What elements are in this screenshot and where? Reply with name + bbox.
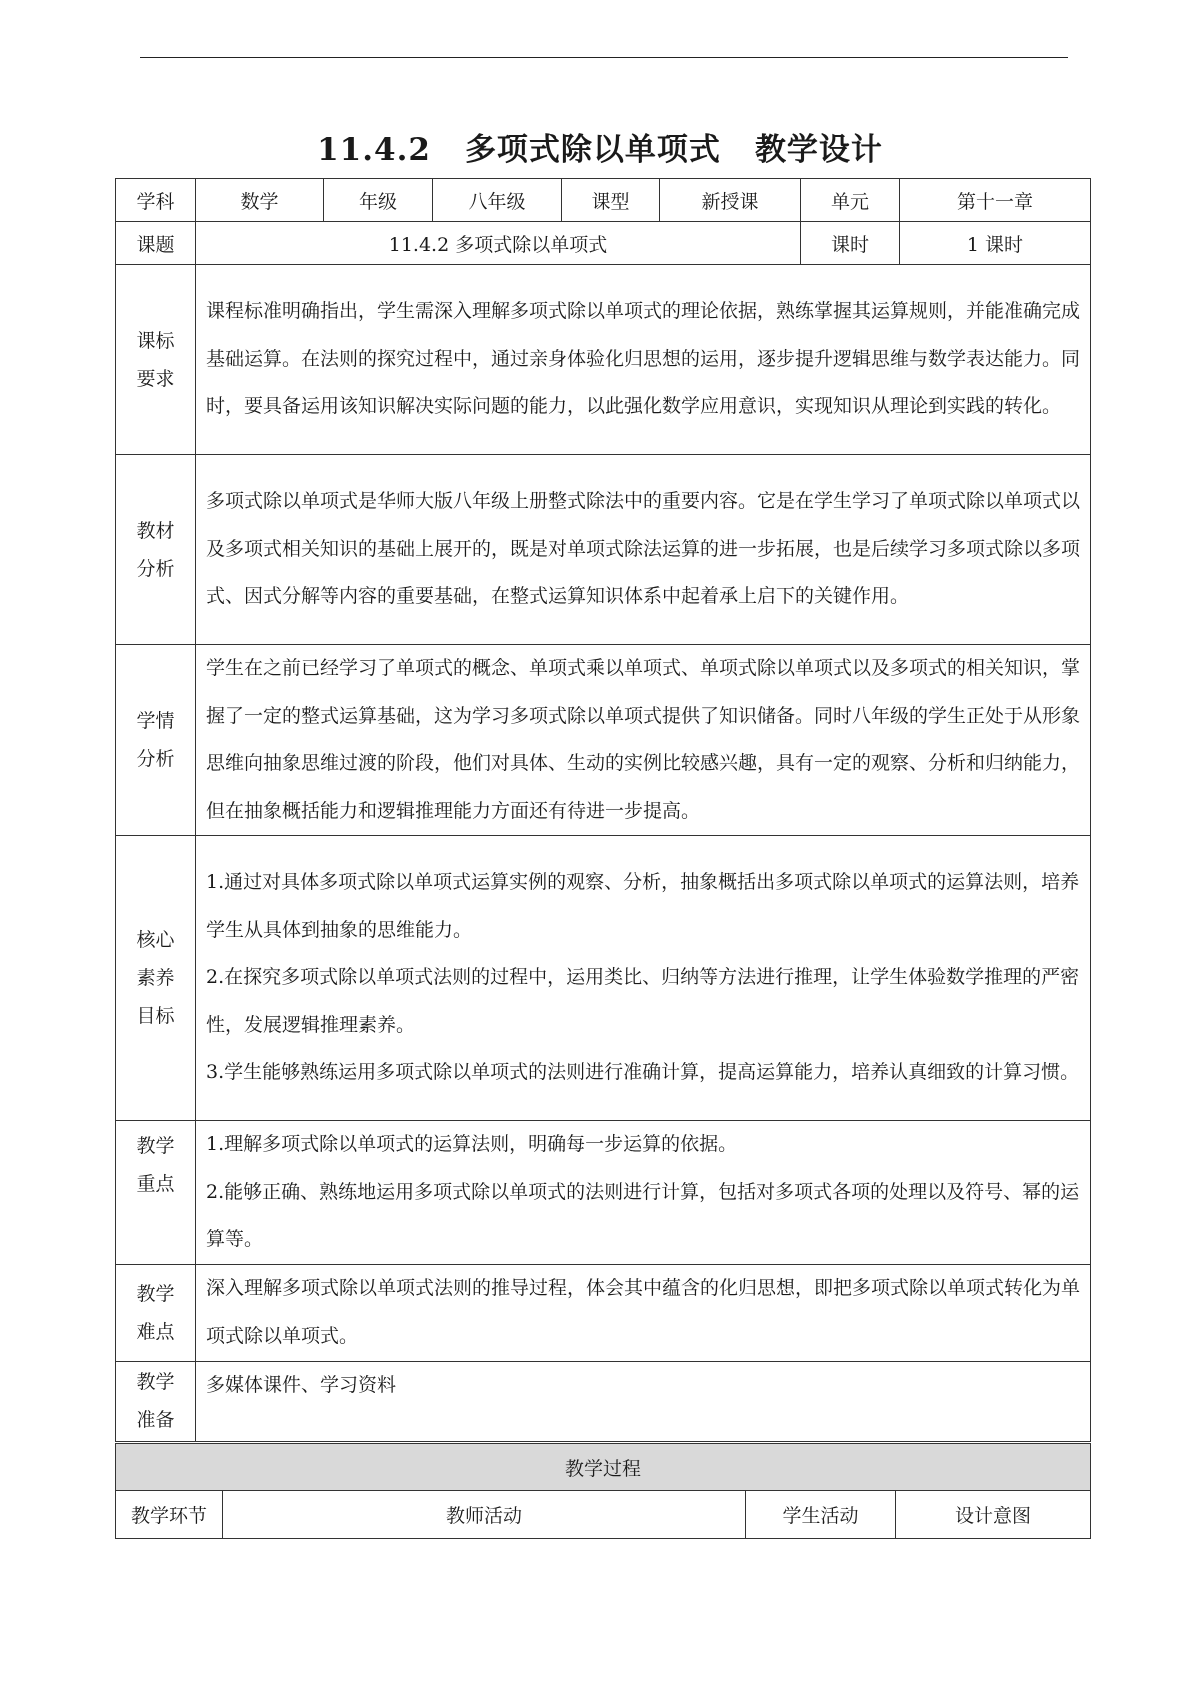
textbook-text: 多项式除以单项式是华师大版八年级上册整式除法中的重要内容。它是在学生学习了单项式除以单项式以及多项式相关知识的基础上展开的，既是对单项式除法运算的进一步拓展，也是后续学习多项式除以多项式、因式分解等内容的重要基础，在整式运算知识体系中起着承上启下的关键作用。	[196, 455, 1091, 645]
col-stage: 教学环节	[116, 1491, 223, 1539]
textbook-label: 教材 分析	[116, 455, 196, 645]
subject-label: 学科	[116, 179, 196, 222]
hours-value: 1 课时	[900, 222, 1091, 265]
teaching-process-table	[115, 1443, 1091, 1539]
grade-value: 八年级	[433, 179, 562, 222]
type-value: 新授课	[660, 179, 801, 222]
row-curriculum	[116, 265, 1091, 455]
preparation-text: 多媒体课件、学习资料	[196, 1361, 1091, 1441]
title-suffix: 教学设计	[754, 132, 883, 168]
type-label: 课型	[562, 179, 660, 222]
row-textbook	[116, 455, 1091, 645]
header-rule	[140, 57, 1068, 58]
unit-value: 第十一章	[900, 179, 1091, 222]
row-students	[116, 645, 1091, 836]
process-header: 教学过程	[116, 1444, 1091, 1491]
grade-label: 年级	[324, 179, 433, 222]
core-item: 1.通过对具体多项式除以单项式运算实例的观察、分析，抽象概括出多项式除以单项式的运算法则，培养学生从具体到抽象的思维能力。	[206, 871, 1080, 941]
row-preparation	[116, 1361, 1091, 1441]
curriculum-label: 课标 要求	[116, 265, 196, 455]
row-core-goals	[116, 836, 1091, 1121]
topic-value: 11.4.2 多项式除以单项式	[196, 222, 801, 265]
process-columns-row	[116, 1491, 1091, 1539]
process-header-row	[116, 1444, 1091, 1491]
col-intent: 设计意图	[896, 1491, 1091, 1539]
hours-label: 课时	[801, 222, 900, 265]
title-main: 多项式除以单项式	[464, 132, 721, 168]
row-difficulties	[116, 1264, 1091, 1361]
info-row-basic	[116, 179, 1091, 222]
difficulties-label: 教学 难点	[116, 1264, 196, 1361]
core-text	[196, 836, 1091, 1121]
subject-value: 数学	[196, 179, 324, 222]
core-item: 3.学生能够熟练运用多项式除以单项式的法则进行准确计算，提高运算能力，培养认真细致的计算习惯。	[206, 1061, 1080, 1084]
core-item: 2.在探究多项式除以单项式法则的过程中，运用类比、归纳等方法进行推理，让学生体验数学推理的严密性，发展逻辑推理素养。	[206, 966, 1080, 1036]
key-points-text	[196, 1121, 1091, 1265]
students-label: 学情 分析	[116, 645, 196, 836]
unit-label: 单元	[801, 179, 900, 222]
title-number: 11.4.2	[317, 132, 431, 168]
lesson-info-table	[115, 178, 1091, 1442]
key-point-item: 1.理解多项式除以单项式的运算法则，明确每一步运算的依据。	[206, 1133, 738, 1155]
difficulties-text: 深入理解多项式除以单项式法则的推导过程，体会其中蕴含的化归思想，即把多项式除以单项式转化为单项式除以单项式。	[196, 1264, 1091, 1361]
core-label: 核心 素养 目标	[116, 836, 196, 1121]
curriculum-text: 课程标准明确指出，学生需深入理解多项式除以单项式的理论依据，熟练掌握其运算规则，并能准确完成基础运算。在法则的探究过程中，通过亲身体验化归思想的运用，逐步提升逻辑思维与数学表达能力。同时，要具备运用该知识解决实际问题的能力，以此强化数学应用意识，实现知识从理论到实践的转化。	[196, 265, 1091, 455]
preparation-label: 教学 准备	[116, 1361, 196, 1441]
col-teacher: 教师活动	[223, 1491, 746, 1539]
document-title	[0, 124, 1200, 169]
col-student: 学生活动	[746, 1491, 896, 1539]
key-point-item: 2.能够正确、熟练地运用多项式除以单项式的法则进行计算，包括对多项式各项的处理以及符号、幂的运算等。	[206, 1180, 1080, 1250]
topic-label: 课题	[116, 222, 196, 265]
row-key-points	[116, 1121, 1091, 1265]
info-row-topic	[116, 222, 1091, 265]
students-text: 学生在之前已经学习了单项式的概念、单项式乘以单项式、单项式除以单项式以及多项式的相关知识，掌握了一定的整式运算基础，这为学习多项式除以单项式提供了知识储备。同时八年级的学生正处于从形象思维向抽象思维过渡的阶段，他们对具体、生动的实例比较感兴趣，具有一定的观察、分析和归纳能力，但在抽象概括能力和逻辑推理能力方面还有待进一步提高。	[196, 645, 1091, 836]
key-points-label: 教学 重点	[116, 1121, 196, 1265]
